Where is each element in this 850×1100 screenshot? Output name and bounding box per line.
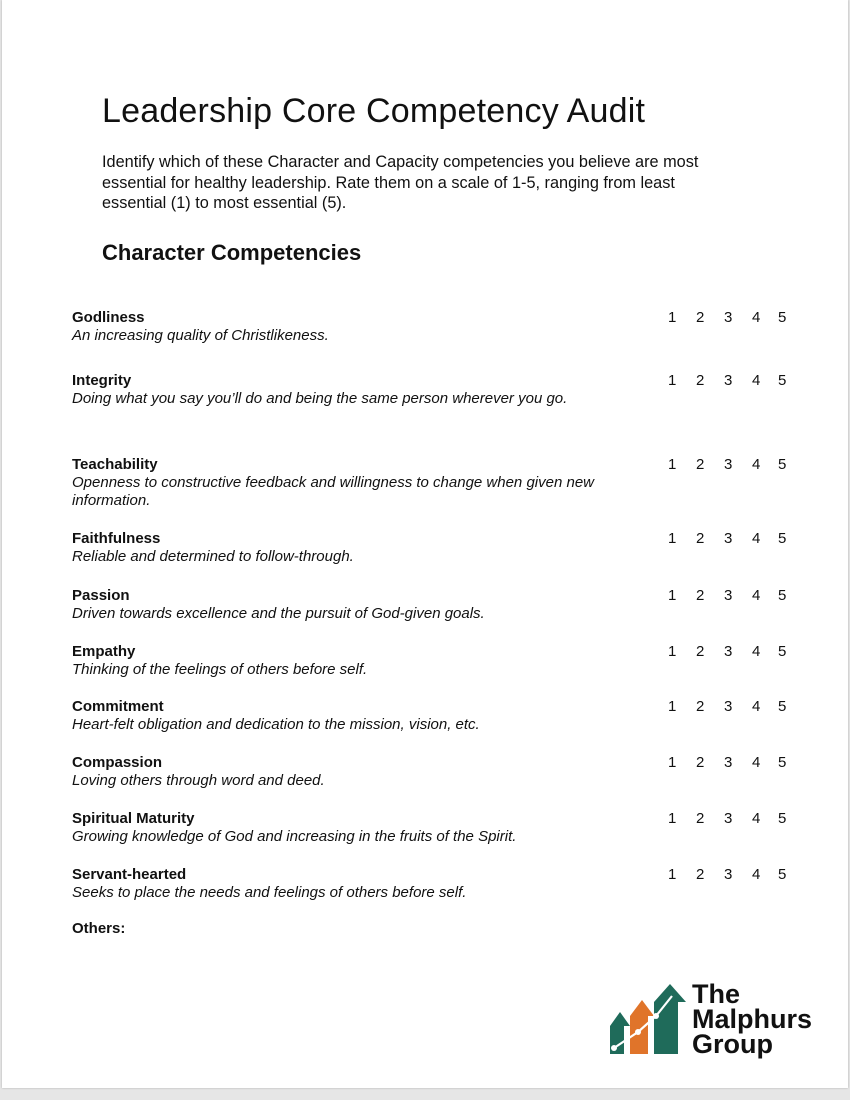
intro-paragraph: Identify which of these Character and Capacity competencies you believe are most essential for healthy leadership. Rate them on a scale of 1-5, ranging from least essential (1) to most essential (5). [102, 153, 699, 212]
rating-option-4[interactable]: 4 [752, 372, 761, 389]
rating-option-1[interactable]: 1 [668, 530, 677, 547]
rating-option-1[interactable]: 1 [668, 309, 677, 326]
malphurs-group-logo [608, 979, 838, 1062]
rating-option-2[interactable]: 2 [696, 866, 705, 883]
rating-option-2[interactable]: 2 [696, 810, 705, 827]
rating-option-3[interactable]: 3 [724, 372, 733, 389]
rating-scale [668, 697, 806, 716]
competency-name: Faithfulness [72, 530, 161, 547]
rating-option-3[interactable]: 3 [724, 754, 733, 771]
competency-name: Godliness [72, 309, 145, 326]
rating-option-5[interactable]: 5 [778, 456, 787, 473]
rating-option-2[interactable]: 2 [696, 643, 705, 660]
competency-item [72, 308, 792, 345]
rating-option-3[interactable]: 3 [724, 456, 733, 473]
competency-item [72, 697, 792, 734]
rating-option-5[interactable]: 5 [778, 643, 787, 660]
rating-option-5[interactable]: 5 [778, 587, 787, 604]
rating-scale [668, 642, 806, 661]
others-label: Others: [72, 920, 126, 937]
rating-option-1[interactable]: 1 [668, 698, 677, 715]
rating-option-2[interactable]: 2 [696, 587, 705, 604]
rating-option-1[interactable]: 1 [668, 372, 677, 389]
rating-option-4[interactable]: 4 [752, 643, 761, 660]
rating-scale [668, 371, 806, 390]
competency-description: Loving others through word and deed. [72, 772, 325, 789]
rating-option-1[interactable]: 1 [668, 456, 677, 473]
rating-scale [668, 586, 806, 605]
rating-option-5[interactable]: 5 [778, 698, 787, 715]
rating-option-2[interactable]: 2 [696, 698, 705, 715]
rating-option-2[interactable]: 2 [696, 754, 705, 771]
rating-scale [668, 308, 806, 327]
competency-name: Servant-hearted [72, 866, 187, 883]
rating-option-1[interactable]: 1 [668, 754, 677, 771]
competency-name: Empathy [72, 643, 136, 660]
competency-description: Seeks to place the needs and feelings of others before self. [72, 884, 467, 901]
rating-option-4[interactable]: 4 [752, 810, 761, 827]
logo-line-2: Malphurs [692, 1004, 813, 1034]
logo-line-1: The [692, 979, 741, 1009]
rating-option-3[interactable]: 3 [724, 643, 733, 660]
document-page [2, 0, 848, 1088]
rating-option-3[interactable]: 3 [724, 530, 733, 547]
rating-scale [668, 753, 806, 772]
rating-option-5[interactable]: 5 [778, 309, 787, 326]
section-title: Character Competencies [102, 240, 362, 265]
competency-item [72, 865, 792, 902]
rating-option-4[interactable]: 4 [752, 587, 761, 604]
rating-option-4[interactable]: 4 [752, 456, 761, 473]
rating-option-4[interactable]: 4 [752, 530, 761, 547]
rating-option-3[interactable]: 3 [724, 810, 733, 827]
competency-description: Driven towards excellence and the pursuit of God-given goals. [72, 605, 485, 622]
competency-name: Compassion [72, 754, 163, 771]
rating-option-4[interactable]: 4 [752, 698, 761, 715]
rating-scale [668, 529, 806, 548]
competency-description: Thinking of the feelings of others before self. [72, 661, 368, 678]
page-title: Leadership Core Competency Audit [102, 92, 646, 130]
rating-option-5[interactable]: 5 [778, 754, 787, 771]
rating-option-3[interactable]: 3 [724, 587, 733, 604]
rating-option-1[interactable]: 1 [668, 643, 677, 660]
competency-name: Commitment [72, 698, 164, 715]
rating-option-5[interactable]: 5 [778, 866, 787, 883]
rating-option-1[interactable]: 1 [668, 587, 677, 604]
rating-option-4[interactable]: 4 [752, 754, 761, 771]
rating-option-2[interactable]: 2 [696, 372, 705, 389]
rating-option-5[interactable]: 5 [778, 530, 787, 547]
competency-name: Integrity [72, 372, 132, 389]
competency-item [72, 371, 792, 408]
rating-option-4[interactable]: 4 [752, 866, 761, 883]
competency-item [72, 809, 792, 846]
competency-item [72, 586, 792, 623]
rating-option-5[interactable]: 5 [778, 810, 787, 827]
logo-line-3: Group [692, 1029, 773, 1059]
rating-option-3[interactable]: 3 [724, 866, 733, 883]
competency-name: Spiritual Maturity [72, 810, 195, 827]
competency-description: Growing knowledge of God and increasing in the fruits of the Spirit. [72, 828, 517, 845]
rating-option-5[interactable]: 5 [778, 372, 787, 389]
rating-option-3[interactable]: 3 [724, 698, 733, 715]
competency-description: Openness to constructive feedback and willingness to change when given new information. [72, 474, 594, 509]
competency-name: Teachability [72, 456, 158, 473]
competency-description: An increasing quality of Christlikeness. [72, 327, 329, 344]
rating-option-1[interactable]: 1 [668, 866, 677, 883]
rating-option-3[interactable]: 3 [724, 309, 733, 326]
competency-description: Reliable and determined to follow-through. [72, 548, 354, 565]
competency-item [72, 753, 792, 790]
logo-text [692, 979, 813, 1059]
rating-scale [668, 455, 806, 474]
competency-description: Doing what you say you’ll do and being the same person wherever you go. [72, 390, 568, 407]
logo-arrows-icon [608, 982, 688, 1058]
competency-item [72, 455, 792, 510]
rating-option-2[interactable]: 2 [696, 456, 705, 473]
rating-option-2[interactable]: 2 [696, 309, 705, 326]
rating-option-4[interactable]: 4 [752, 309, 761, 326]
rating-scale [668, 865, 806, 884]
rating-option-2[interactable]: 2 [696, 530, 705, 547]
competency-name: Passion [72, 587, 130, 604]
rating-scale [668, 809, 806, 828]
competency-item [72, 642, 792, 679]
competency-item [72, 529, 792, 566]
rating-option-1[interactable]: 1 [668, 810, 677, 827]
competency-description: Heart-felt obligation and dedication to the mission, vision, etc. [72, 716, 480, 733]
